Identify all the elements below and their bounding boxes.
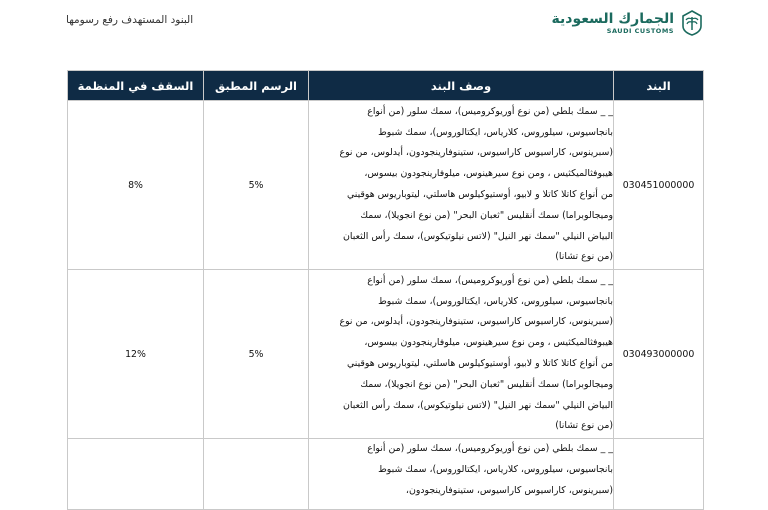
description-line: (من نوع تشانا) <box>555 420 613 432</box>
description-line: بانجاسيوس، سيلوروس، كلارياس، ايكتالوروس)، سمك شبوط <box>378 295 613 307</box>
page-title: البنود المستهدف رفع رسومها <box>66 14 194 26</box>
code-cell <box>614 439 704 510</box>
fee-cell: 5% <box>204 270 309 439</box>
page-header <box>0 0 768 60</box>
logo-english-text: SAUDI CUSTOMS <box>606 26 674 35</box>
description-line: البياض النيلي "سمك نهر النيل" (لاتس نيلوتيكوس)، سمك رأس الثعبان <box>343 230 613 242</box>
description-line: وميجالوبراما) سمك أنقليس "ثعبان البحر" (من نوع انجويلا)، سمك <box>360 378 613 390</box>
fee-cell <box>204 439 309 510</box>
description-line: من أنواع كاتلا كاتلا و لابيو، أوستيوكيلوس هاسلتي، ليتوباريوس هوقيني <box>346 358 613 369</box>
code-cell: 030493000000 <box>614 270 704 439</box>
description-cell <box>309 101 614 270</box>
ceiling-cell: 12% <box>68 270 204 439</box>
description-line: _ _ سمك بلطي (من نوع أوريوكروميس)، سمك سلور (من أنواع <box>367 105 613 117</box>
column-header-fee: الرسم المطبق <box>204 71 309 101</box>
fees-table <box>67 70 704 510</box>
description-line: (سبرينوس، كاراسيوس كاراسيوس، ستينوفارينجودون، أيدلوس، من نوع <box>339 147 613 159</box>
description-line: بانجاسيوس، سيلوروس، كلارياس، ايكتالوروس)، سمك شبوط <box>378 463 613 475</box>
table-header-row <box>68 71 704 101</box>
description-cell <box>309 270 614 439</box>
description-line: هيبوفثالميكثيس ، ومن نوع سيرهينوس، ميلوفارينجودون بيسوس، <box>364 168 613 180</box>
ceiling-cell: 8% <box>68 101 204 270</box>
description-line: (من نوع تشانا) <box>555 251 613 263</box>
code-cell: 030451000000 <box>614 101 704 270</box>
description-line: (سبرينوس، كاراسيوس كاراسيوس، ستينوفارينجودون، أيدلوس، من نوع <box>339 316 613 328</box>
column-header-description: وصف البند <box>309 71 614 101</box>
description-line: (سبرينوس، كاراسيوس كاراسيوس، ستينوفارينجودون، <box>405 484 613 496</box>
description-line: البياض النيلي "سمك نهر النيل" (لاتس نيلوتيكوس)، سمك رأس الثعبان <box>343 399 613 411</box>
description-cell <box>309 439 614 510</box>
description-line: _ _ سمك بلطي (من نوع أوريوكروميس)، سمك سلور (من أنواع <box>367 443 613 454</box>
description-line: هيبوفثالميكثيس ، ومن نوع سيرهينوس، ميلوفارينجودون بيسوس، <box>364 337 613 349</box>
table-row <box>68 101 704 270</box>
saudi-customs-logo <box>552 8 704 38</box>
description-line: وميجالوبراما) سمك أنقليس "ثعبان البحر" (من نوع انجويلا)، سمك <box>360 209 613 221</box>
column-header-code: البند <box>614 71 704 101</box>
description-line: بانجاسيوس، سيلوروس، كلارياس، ايكتالوروس)، سمك شبوط <box>378 126 613 138</box>
column-header-ceiling: السقف في المنظمة <box>68 71 204 101</box>
ceiling-cell <box>68 439 204 510</box>
table-row <box>68 439 704 510</box>
logo-arabic-text: الجمارك السعودية <box>551 10 674 27</box>
fee-cell: 5% <box>204 101 309 270</box>
table-row <box>68 270 704 439</box>
description-line: من أنواع كاتلا كاتلا و لابيو، أوستيوكيلوس هاسلتي، ليتوباريوس هوقيني <box>346 189 613 200</box>
description-line: _ _ سمك بلطي (من نوع أوريوكروميس)، سمك سلور (من أنواع <box>367 274 613 286</box>
palm-emblem-icon <box>680 9 704 37</box>
